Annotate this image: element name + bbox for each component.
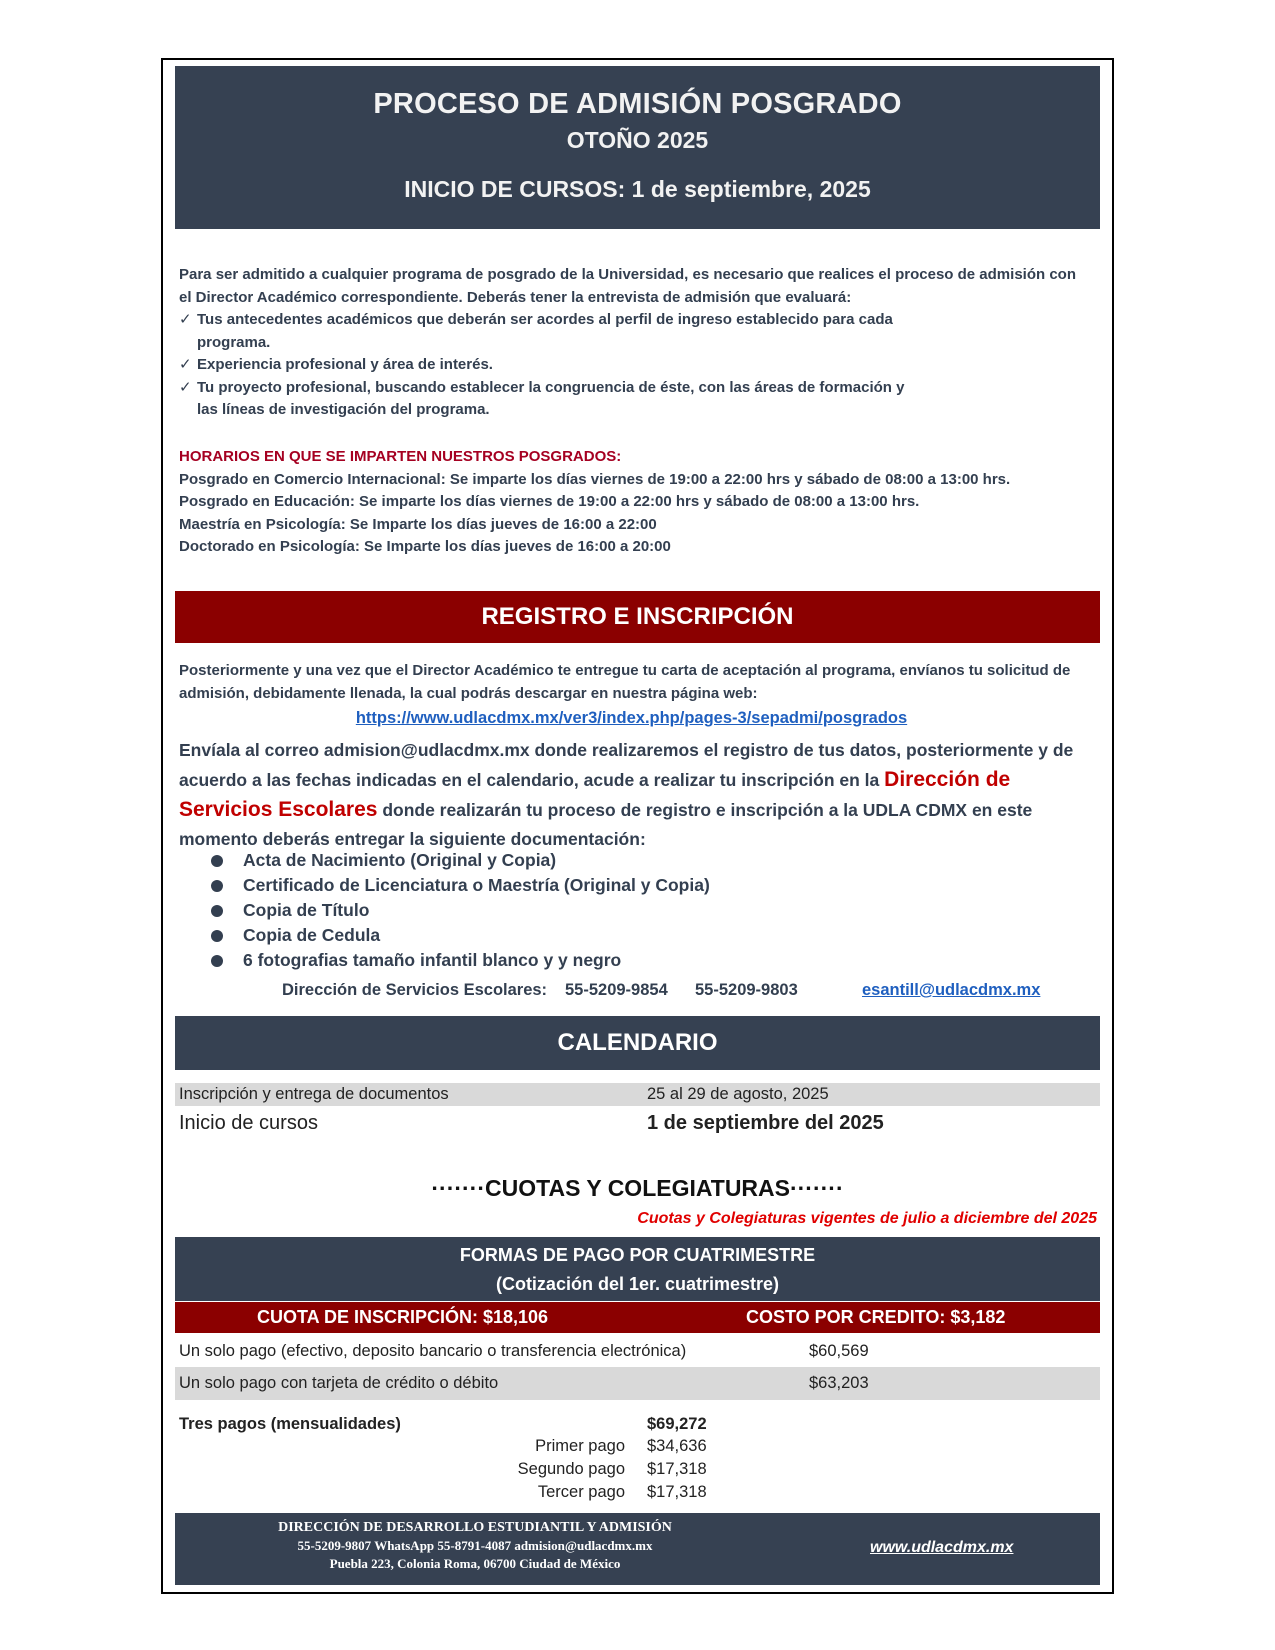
contact-email-link[interactable]: esantill@udlacdmx.mx	[862, 981, 1041, 999]
check-item: ✓ Tus antecedentes académicos que deberán ser acordes al perfil de ingreso establecido para cada programa.	[179, 311, 893, 351]
documents-list	[179, 848, 1084, 973]
payment-subtitle: (Cotización del 1er. cuatrimestre)	[495, 1274, 780, 1294]
posgrados-link[interactable]: https://www.udlacdmx.mx/ver3/index.php/pages-3/sepadmi/posgrados	[355, 709, 908, 727]
check-item: ✓ Tu proyecto profesional, buscando establecer la congruencia de éste, con las áreas de formación y las líneas de investigación del programa.	[179, 378, 905, 418]
phone-1: 55-5209-9854	[565, 981, 668, 999]
check-icon: ✓	[179, 311, 192, 328]
phone-2: 55-5209-9803	[695, 981, 798, 999]
registro-paragraph: Posteriormente y una vez que el Director Académico te entregue tu carta de aceptación al programa, envíanos tu solicitud de admisión, debidamente llenada, la cual podrás descargar en nuestra página web:	[179, 662, 1071, 702]
term-label: OTOÑO 2025	[566, 127, 709, 153]
table-row: Inicio de cursos 1 de septiembre del 2025	[179, 1112, 884, 1134]
footer-department: DIRECCIÓN DE DESARROLLO ESTUDIANTIL Y ADMISIÓN	[278, 1520, 672, 1535]
start-date: INICIO DE CURSOS: 1 de septiembre, 2025	[404, 176, 871, 202]
calendario-heading: CALENDARIO	[175, 1016, 1100, 1070]
bullet-icon	[211, 955, 223, 967]
schedule-item: Maestría en Psicología: Se Imparte los días jueves de 16:00 a 22:00	[179, 515, 657, 533]
schedules-section	[179, 446, 1084, 559]
list-item: Copia de Título	[179, 898, 1084, 923]
bullet-icon	[211, 905, 223, 917]
bullet-icon	[211, 930, 223, 942]
schedule-item: Doctorado en Psicología: Se Imparte los días jueves de 16:00 a 20:00	[179, 538, 671, 555]
installment-row: Segundo pago $17,318	[517, 1460, 707, 1478]
schedule-item: Posgrado en Educación: Se imparte los días viernes de 19:00 a 22:00 hrs y sábado de 08:00 a 13:00 hrs.	[179, 493, 920, 510]
bullet-icon	[211, 880, 223, 892]
cuotas-heading: ·······CUOTAS Y COLEGIATURAS·······	[431, 1175, 844, 1201]
payment-forms-header	[175, 1237, 1100, 1301]
registro-heading: REGISTRO E INSCRIPCIÓN	[175, 591, 1100, 643]
registro-instructions: Envíala al correo admision@udlacdmx.mx donde realizaremos el registro de tus datos, posteriormente y de acuerdo a las fechas indicadas en el calendario, acude a realizar tu inscripción en la Dirección de Servicios Escolares donde realizarán tu proceso de registro e inscripción a la UDLA CDMX en este momento deberás entregar la siguiente documentación:	[179, 740, 1074, 849]
fees-bar	[175, 1302, 1100, 1333]
list-item: Certificado de Licenciatura o Maestría (Original y Copia)	[179, 873, 1084, 898]
footer	[175, 1513, 1100, 1585]
servicios-escolares-highlight: Dirección de Servicios Escolares	[179, 768, 1011, 821]
footer-contact: 55-5209-9807 WhatsApp 55-8791-4087 admision@udlacdmx.mx	[297, 1538, 653, 1553]
table-row: Un solo pago con tarjeta de crédito o débito $63,203	[175, 1367, 1100, 1400]
list-item: 6 fotografias tamaño infantil blanco y y negro	[179, 948, 1084, 973]
list-item: Acta de Nacimiento (Original y Copia)	[179, 848, 1084, 873]
installment-row: Tercer pago $17,318	[537, 1483, 707, 1501]
contact-label: Dirección de Servicios Escolares:	[282, 981, 548, 999]
header-banner	[175, 66, 1100, 229]
documents-list-wrapper	[179, 848, 1084, 973]
check-item: ✓ Experiencia profesional y área de interés.	[179, 354, 914, 377]
check-icon: ✓	[179, 378, 192, 396]
schedules-heading: HORARIOS EN QUE SE IMPARTEN NUESTROS POSGRADOS:	[179, 448, 622, 465]
bullet-icon	[211, 855, 223, 867]
intro-paragraph: Para ser admitido a cualquier programa de posgrado de la Universidad, es necesario que realices el proceso de admisión con el Director Académico correspondiente. Deberás tener la entrevista de admisión que evaluará:	[179, 266, 1076, 306]
schedule-item: Posgrado en Comercio Internacional: Se imparte los días viernes de 19:00 a 22:00 hrs y sábado de 08:00 a 13:00 hrs.	[179, 470, 1011, 488]
list-item: Copia de Cedula	[179, 923, 1084, 948]
check-icon: ✓	[179, 356, 192, 373]
installment-row: Primer pago $34,636	[535, 1437, 707, 1455]
inscription-fee: CUOTA DE INSCRIPCIÓN: $18,106	[257, 1307, 549, 1327]
website-link[interactable]: www.udlacdmx.mx	[870, 1539, 1014, 1556]
footer-address: Puebla 223, Colonia Roma, 06700 Ciudad de México	[329, 1556, 621, 1571]
table-row: Inscripción y entrega de documentos 25 al 29 de agosto, 2025	[175, 1083, 1100, 1106]
three-payments-row: Tres pagos (mensualidades) $69,272	[179, 1415, 707, 1433]
credit-cost: COSTO POR CREDITO: $3,182	[746, 1307, 1006, 1327]
page-title: PROCESO DE ADMISIÓN POSGRADO	[373, 88, 902, 120]
registro-section	[179, 660, 1084, 730]
payment-title: FORMAS DE PAGO POR CUATRIMESTRE	[459, 1245, 816, 1265]
intro-section	[179, 264, 1084, 422]
cuotas-validity: Cuotas y Colegiaturas vigentes de julio a diciembre del 2025	[637, 1210, 1097, 1227]
table-row: Un solo pago (efectivo, deposito bancario o transferencia electrónica) $60,569	[179, 1342, 869, 1360]
